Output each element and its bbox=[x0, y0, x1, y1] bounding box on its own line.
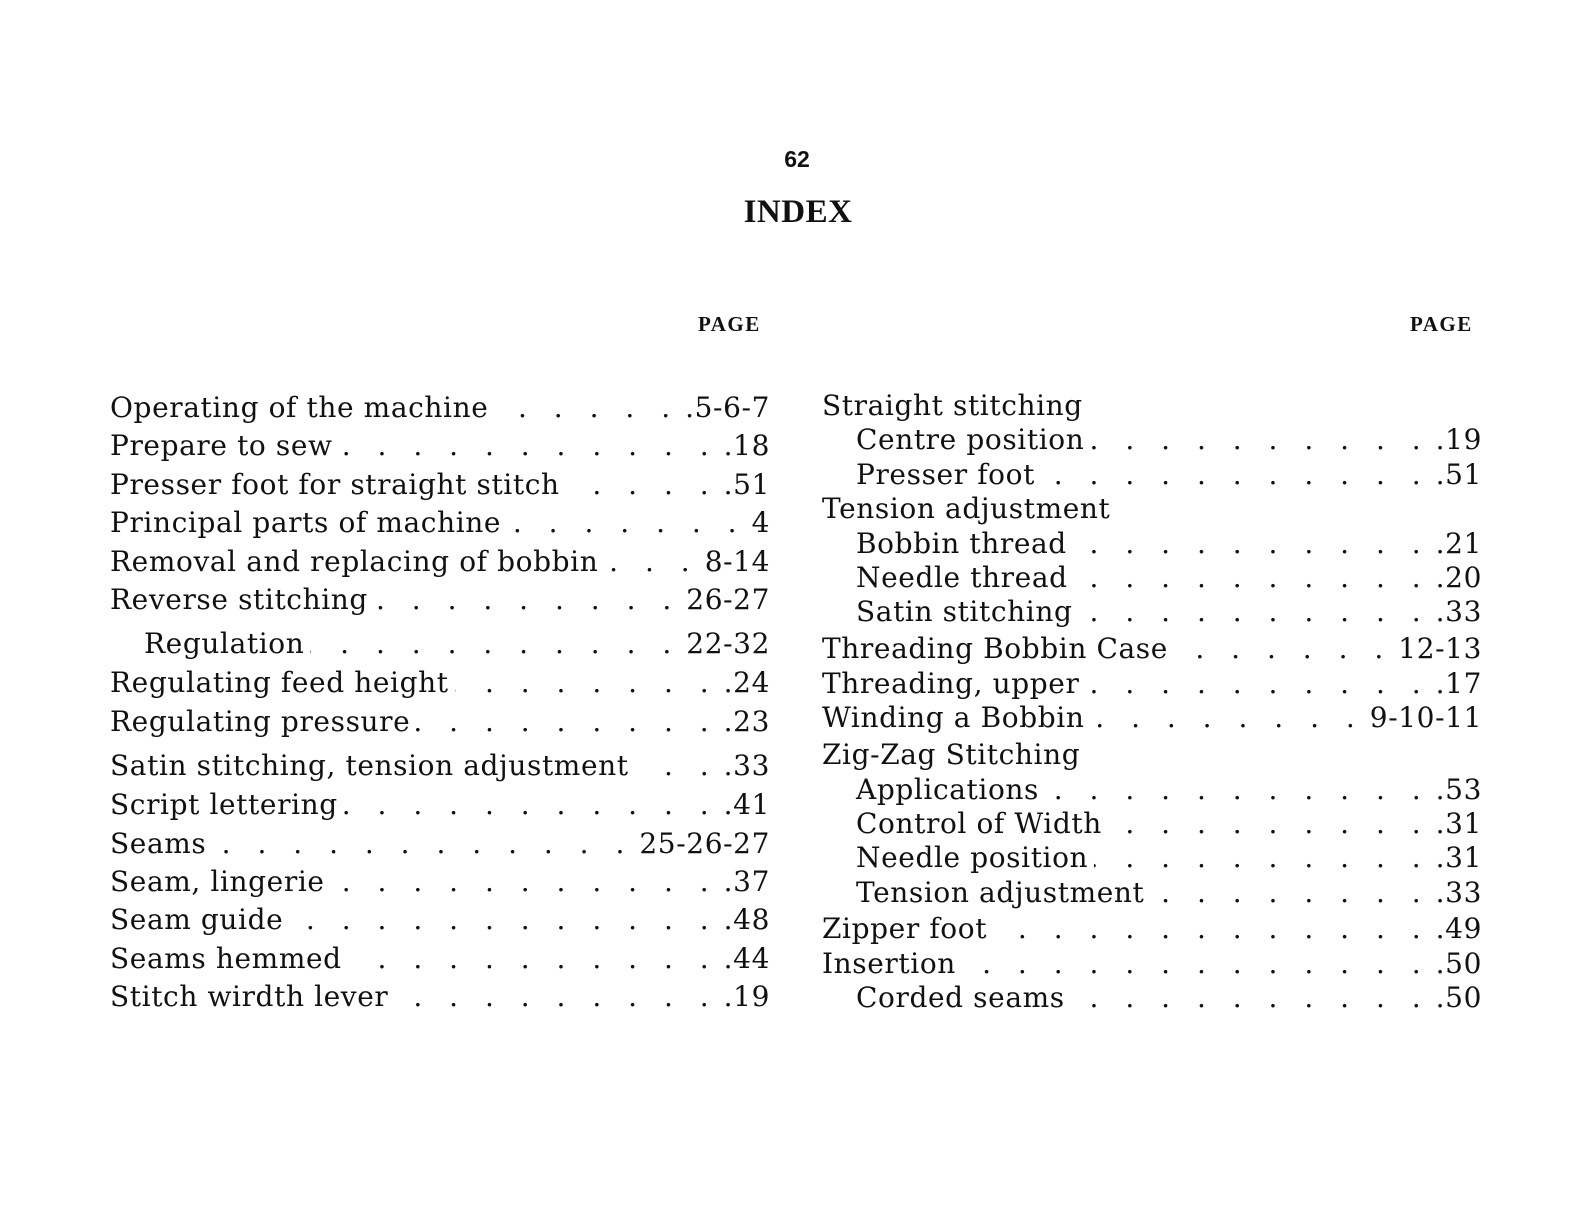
index-term: Seams bbox=[110, 826, 207, 860]
index-term: Tension adjustment bbox=[822, 492, 1111, 526]
index-term: Reverse stitching bbox=[110, 582, 368, 616]
dot-leader bbox=[416, 703, 717, 741]
index-pages: .21 bbox=[1435, 526, 1482, 560]
index-pages: .19 bbox=[723, 980, 770, 1014]
index-term: Threading Bobbin Case bbox=[822, 631, 1168, 665]
index-heading bbox=[822, 492, 1482, 526]
index-pages: .33 bbox=[1435, 595, 1482, 629]
index-term: Bobbin thread bbox=[856, 526, 1067, 560]
dot-leader bbox=[289, 901, 717, 939]
left-index-column bbox=[110, 389, 770, 1016]
dot-leader bbox=[212, 825, 633, 863]
index-term: Presser foot for straight stitch bbox=[110, 467, 560, 501]
index-term: Winding a Bobbin bbox=[822, 701, 1085, 735]
index-pages: 12-13 bbox=[1398, 631, 1482, 665]
index-term: Needle thread bbox=[856, 560, 1068, 594]
index-pages: .51 bbox=[1435, 457, 1482, 491]
dot-leader bbox=[566, 466, 718, 504]
dot-leader bbox=[455, 664, 718, 702]
index-entry bbox=[110, 543, 770, 581]
index-pages: .23 bbox=[723, 704, 770, 738]
index-pages: .51 bbox=[723, 467, 770, 501]
index-pages: .49 bbox=[1435, 912, 1482, 946]
index-entry bbox=[110, 427, 770, 465]
index-term: Presser foot bbox=[856, 457, 1035, 491]
index-entry bbox=[110, 703, 770, 741]
index-pages: .41 bbox=[723, 788, 770, 822]
dot-leader bbox=[344, 786, 718, 824]
index-pages: .31 bbox=[1435, 841, 1482, 875]
index-term: Principal parts of machine bbox=[110, 506, 502, 540]
index-pages: .50 bbox=[1435, 947, 1482, 981]
dot-leader bbox=[1078, 595, 1429, 629]
index-heading bbox=[822, 389, 1482, 423]
index-pages: .48 bbox=[723, 903, 770, 937]
index-heading bbox=[822, 736, 1482, 773]
dot-leader bbox=[1094, 841, 1429, 875]
dot-leader bbox=[374, 581, 680, 619]
index-term: Needle position bbox=[856, 841, 1089, 875]
index-entry bbox=[110, 940, 770, 978]
index-subentry bbox=[822, 458, 1482, 492]
index-subentry bbox=[822, 841, 1482, 875]
index-pages: .53 bbox=[1435, 772, 1482, 806]
dot-leader bbox=[1073, 527, 1430, 561]
index-subentry bbox=[822, 773, 1482, 807]
dot-leader bbox=[394, 978, 717, 1016]
index-entry bbox=[110, 825, 770, 863]
dot-leader bbox=[1045, 773, 1430, 807]
index-term: Prepare to sew bbox=[110, 429, 333, 463]
index-term: Straight stitching bbox=[822, 389, 1083, 422]
index-term: Satin stitching bbox=[856, 595, 1073, 629]
index-term: Seam, lingerie bbox=[110, 864, 325, 898]
index-subentry bbox=[110, 619, 770, 664]
dot-leader bbox=[1090, 701, 1363, 735]
index-entry bbox=[110, 389, 770, 427]
index-subentry bbox=[822, 876, 1482, 910]
index-term: Script lettering bbox=[110, 788, 338, 822]
index-pages: .44 bbox=[723, 941, 770, 975]
right-index-column bbox=[822, 389, 1482, 1016]
dot-leader bbox=[507, 504, 745, 542]
index-entry bbox=[110, 978, 770, 1016]
index-term: Corded seams bbox=[856, 981, 1065, 1015]
index-term: Stitch wirdth lever bbox=[110, 980, 389, 1014]
index-entry bbox=[110, 786, 770, 824]
dot-leader bbox=[1041, 458, 1430, 492]
index-pages: .37 bbox=[723, 864, 770, 898]
index-entry bbox=[822, 667, 1482, 701]
index-entry bbox=[110, 863, 770, 901]
index-term: Insertion bbox=[822, 947, 956, 981]
index-term: Zipper foot bbox=[822, 912, 988, 946]
index-term: Centre position bbox=[856, 423, 1085, 457]
index-pages: 9-10-11 bbox=[1369, 701, 1482, 735]
index-subentry bbox=[822, 423, 1482, 457]
index-pages: .50 bbox=[1435, 981, 1482, 1015]
index-subentry bbox=[822, 527, 1482, 561]
index-pages: .17 bbox=[1435, 666, 1482, 700]
page-title: INDEX bbox=[743, 194, 853, 230]
index-term: Removal and replacing of bobbin bbox=[110, 544, 599, 578]
index-pages: .33 bbox=[1435, 875, 1482, 909]
dot-leader bbox=[348, 940, 718, 978]
index-entry bbox=[110, 741, 770, 786]
dot-leader bbox=[1085, 667, 1429, 701]
index-term: Control of Width bbox=[856, 806, 1102, 840]
dot-leader bbox=[635, 741, 718, 786]
index-term: Threading, upper bbox=[822, 666, 1080, 700]
index-term: Satin stitching, tension adjustment bbox=[110, 749, 629, 783]
index-pages: .33 bbox=[723, 749, 770, 783]
index-pages: 4 bbox=[751, 506, 770, 540]
index-term: Zig-Zag Stitching bbox=[822, 737, 1081, 771]
right-page-column-header: PAGE bbox=[1410, 312, 1473, 336]
index-entry bbox=[822, 630, 1482, 667]
index-pages: .24 bbox=[723, 666, 770, 700]
index-pages: 8-14 bbox=[704, 544, 770, 578]
dot-leader bbox=[310, 619, 680, 664]
index-pages: .31 bbox=[1435, 806, 1482, 840]
index-entry bbox=[822, 910, 1482, 947]
dot-leader bbox=[1108, 807, 1430, 841]
index-term: Regulation bbox=[144, 627, 305, 661]
index-pages: 22-32 bbox=[686, 627, 770, 661]
index-pages: .5-6-7 bbox=[685, 391, 770, 424]
index-entry bbox=[110, 581, 770, 619]
index-entry bbox=[822, 947, 1482, 981]
dot-leader bbox=[1074, 561, 1430, 595]
dot-leader bbox=[339, 427, 718, 465]
index-subentry bbox=[822, 807, 1482, 841]
index-subentry bbox=[822, 981, 1482, 1015]
index-term: Regulating feed height bbox=[110, 666, 449, 700]
index-subentry bbox=[822, 561, 1482, 595]
index-term: Seams hemmed bbox=[110, 941, 342, 975]
index-term: Tension adjustment bbox=[856, 875, 1145, 909]
index-pages: .18 bbox=[723, 429, 770, 463]
index-subentry bbox=[822, 595, 1482, 629]
index-entry bbox=[110, 504, 770, 542]
dot-leader bbox=[1150, 876, 1429, 910]
index-entry bbox=[822, 701, 1482, 735]
index-pages: .19 bbox=[1435, 423, 1482, 457]
page-number: 62 bbox=[784, 146, 810, 172]
index-entry bbox=[110, 466, 770, 504]
dot-leader bbox=[494, 389, 679, 427]
index-term: Applications bbox=[856, 772, 1040, 806]
dot-leader bbox=[1071, 981, 1430, 1015]
index-pages: 26-27 bbox=[686, 582, 770, 616]
index-entry bbox=[110, 901, 770, 939]
dot-leader bbox=[993, 910, 1430, 947]
dot-leader bbox=[962, 947, 1430, 981]
dot-leader bbox=[331, 863, 718, 901]
index-pages: .20 bbox=[1435, 560, 1482, 594]
dot-leader bbox=[1090, 423, 1429, 457]
index-term: Seam guide bbox=[110, 903, 284, 937]
dot-leader bbox=[604, 543, 698, 581]
index-pages: 25-26-27 bbox=[639, 826, 770, 860]
index-term: Operating of the machine bbox=[110, 391, 489, 424]
left-page-column-header: PAGE bbox=[698, 312, 761, 336]
index-entry bbox=[110, 664, 770, 702]
index-term: Regulating pressure bbox=[110, 704, 411, 738]
dot-leader bbox=[1174, 630, 1392, 667]
